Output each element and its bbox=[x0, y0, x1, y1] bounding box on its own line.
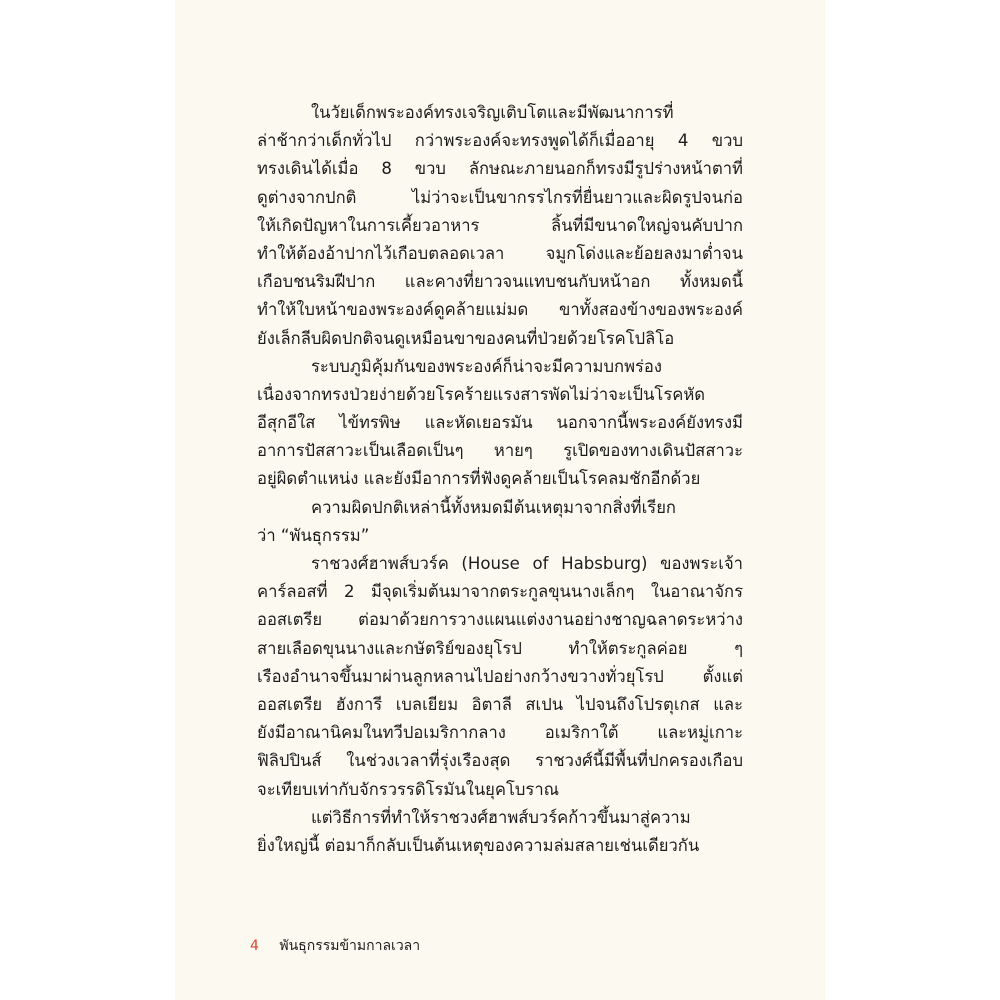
paragraph-line: ออสเตรีย ฮังการี เบลเยียม อิตาลี สเปน ไปจนถึงโปรตุเกส และ bbox=[257, 694, 743, 714]
book-page bbox=[175, 0, 825, 1000]
paragraph-line: ยังมีอาณานิคมในทวีปอเมริกากลาง อเมริกาใต้ และหมู่เกาะ bbox=[257, 723, 743, 743]
paragraph-line: อีสุกอีใส ไข้ทรพิษ และหัดเยอรมัน นอกจากนี้พระองค์ยังทรงมี bbox=[257, 413, 743, 433]
paragraph-line: เนื่องจากทรงป่วยง่ายด้วยโรคร้ายแรงสารพัดไม่ว่าจะเป็นโรคหัด bbox=[257, 384, 706, 404]
page-number: 4 bbox=[250, 938, 259, 954]
paragraph-line: ฟิลิปปินส์ ในช่วงเวลาที่รุ่งเรืองสุด ราชวงศ์นี้มีพื้นที่ปกครองเกือบ bbox=[257, 751, 743, 771]
paragraph-line: เกือบชนริมฝีปาก และคางที่ยาวจนแทบชนกับหน้าอก ทั้งหมดนี้ bbox=[257, 272, 743, 292]
running-title: พันธุกรรมข้ามกาลเวลา bbox=[279, 938, 421, 954]
paragraph-line: ดูต่างจากปกติ ไม่ว่าจะเป็นขากรรไกรที่ยื่นยาวและผิดรูปจนก่อ bbox=[257, 187, 743, 207]
paragraph-line: ทำให้ต้องอ้าปากไว้เกือบตลอดเวลา จมูกโด่งและย้อยลงมาต่ำจน bbox=[257, 243, 743, 263]
paragraph-line: สายเลือดขุนนางและกษัตริย์ของยุโรป ทำให้ตระกูลค่อย ๆ bbox=[257, 638, 743, 658]
body-text bbox=[257, 99, 743, 860]
paragraph-line: ล่าช้ากว่าเด็กทั่วไป กว่าพระองค์จะทรงพูดได้ก็เมื่ออายุ 4 ขวบ bbox=[257, 131, 743, 151]
paragraph-line: ว่า “พันธุกรรม” bbox=[257, 525, 370, 545]
paragraph-line: อยู่ผิดตำแหน่ง และยังมีอาการที่ฟังดูคล้ายเป็นโรคลมชักอีกด้วย bbox=[257, 469, 701, 489]
paragraph-line: ทรงเดินได้เมื่อ 8 ขวบ ลักษณะภายนอกก็ทรงมีรูปร่างหน้าตาที่ bbox=[257, 159, 743, 179]
paragraph-first-line: ในวัยเด็กพระองค์ทรงเจริญเติบโตและมีพัฒนาการที่ bbox=[311, 103, 674, 122]
paragraph-line: คาร์ลอสที่ 2 มีจุดเริ่มต้นมาจากตระกูลขุนนางเล็กๆ ในอาณาจักร bbox=[257, 582, 743, 602]
paragraph-first-line: ระบบภูมิคุ้มกันของพระองค์ก็น่าจะมีความบกพร่อง bbox=[311, 356, 662, 376]
paragraph-line: ออสเตรีย ต่อมาด้วยการวางแผนแต่งงานอย่างชาญฉลาดระหว่าง bbox=[257, 610, 743, 630]
paragraph-line: ให้เกิดปัญหาในการเคี้ยวอาหาร ลิ้นที่มีขนาดใหญ่จนคับปาก bbox=[257, 215, 743, 235]
paragraph-line: ทำให้ใบหน้าของพระองค์ดูคล้ายแม่มด ขาทั้งสองข้างของพระองค์ bbox=[257, 300, 743, 320]
paragraph-first-line: ความผิดปกติเหล่านี้ทั้งหมดมีต้นเหตุมาจากสิ่งที่เรียก bbox=[311, 497, 676, 517]
paragraph-line: ยิ่งใหญ่นี้ ต่อมาก็กลับเป็นต้นเหตุของความล่มสลายเช่นเดียวกัน bbox=[257, 835, 700, 855]
paragraph-line: จะเทียบเท่ากับจักรวรรดิโรมันในยุคโบราณ bbox=[257, 779, 560, 799]
paragraph-line: อาการปัสสาวะเป็นเลือดเป็นๆ หายๆ รูเปิดของทางเดินปัสสาวะ bbox=[257, 441, 743, 461]
page-footer bbox=[250, 935, 420, 957]
paragraph-first-line: แต่วิธีการที่ทำให้ราชวงศ์ฮาพส์บวร์คก้าวขึ้นมาสู่ความ bbox=[311, 807, 691, 827]
paragraph-line: ยังเล็กลีบผิดปกติจนดูเหมือนขาของคนที่ป่วยด้วยโรคโปลิโอ bbox=[257, 328, 675, 348]
paragraph-line: เรืองอำนาจขึ้นมาผ่านลูกหลานไปอย่างกว้างขวางทั่วยุโรป ตั้งแต่ bbox=[257, 666, 743, 686]
paragraph-first-line: ราชวงศ์ฮาพส์บวร์ค (House of Habsburg) ของพระเจ้า bbox=[311, 554, 743, 573]
